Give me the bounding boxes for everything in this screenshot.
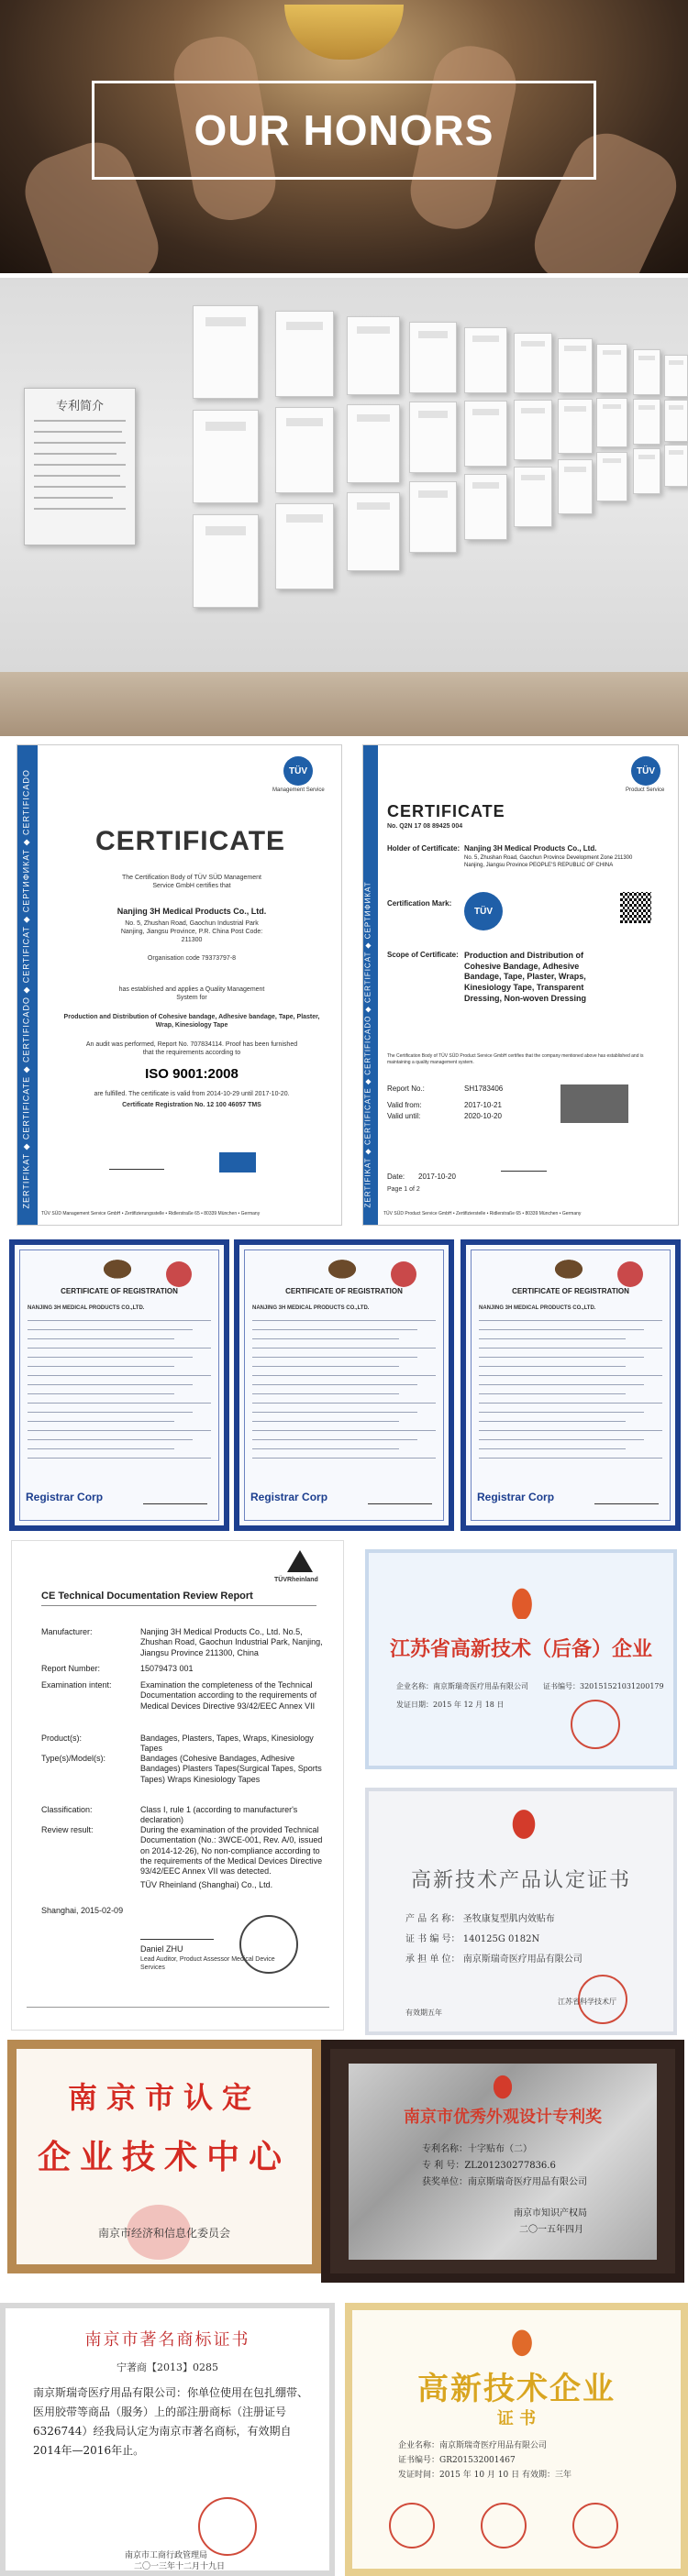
wall-plaque — [464, 401, 507, 467]
company-line: 承 担 单 位： 南京斯瑞奇医疗用品有限公司 — [405, 1954, 583, 1965]
date-label: Date: — [387, 1172, 405, 1181]
wall-plaque — [193, 305, 259, 399]
certificate-side-strip: ZERTIFIKAT ◆ CERTIFICATE ◆ CERTIFICADO ◆ CERTIFICAT ◆ СЕРТИФИКАТ ◆ CERTIFICADO — [17, 745, 38, 1226]
valid-until-label: Valid until: — [387, 1112, 421, 1120]
wall-plaque — [633, 399, 660, 445]
signature — [143, 1485, 207, 1504]
issue-date-line: 发证时间：2015 年 10 月 10 日 有效期：三年 — [398, 2471, 571, 2480]
report-date: Shanghai, 2015-02-09 — [41, 1906, 124, 1915]
valid-until: 2020-10-20 — [464, 1112, 502, 1120]
issuer: 南京市经济和信息化委员会 — [97, 2227, 230, 2240]
official-seal — [481, 2503, 527, 2548]
emblem-icon — [508, 1582, 536, 1619]
validity-statement: are fulfilled. The certificate is valid from 2014-10-29 until 2017-10-20. — [94, 1091, 290, 1097]
certificate-intro: The Certification Body of TÜV SÜD Management Service GmbH certifies that — [122, 875, 261, 890]
wall-plaque — [633, 448, 660, 494]
report-row-label: Manufacturer: — [41, 1627, 93, 1636]
signature — [140, 1917, 214, 1940]
report-row-value: Bandages, Plasters, Tapes, Wraps, Kinesiology Tapes — [140, 1734, 314, 1754]
report-footer — [27, 2007, 329, 2022]
signature — [109, 1156, 164, 1170]
wall-plaque — [514, 400, 552, 460]
company-stamp — [239, 1915, 298, 1974]
holder-label: Holder of Certificate: — [387, 844, 461, 853]
report-row-label: Product(s): — [41, 1734, 83, 1743]
wall-plaque — [596, 344, 627, 393]
iso-standard: ISO 9001:2008 — [145, 1066, 239, 1082]
page-title: OUR HONORS — [194, 106, 494, 154]
company-line: 企业名称：南京斯瑞奇医疗用品有限公司 — [396, 1682, 528, 1690]
wall-plaque — [514, 467, 552, 527]
report-row-label: Type(s)/Model(s): — [41, 1754, 106, 1763]
certificate-number-line: 证书编号：GR201532001467 — [398, 2456, 516, 2465]
emblem-icon — [508, 2325, 536, 2358]
hero-banner — [0, 0, 688, 273]
eagle-emblem-icon — [315, 1250, 370, 1282]
official-seal — [198, 2497, 257, 2556]
report-row-value: Nanjing 3H Medical Products Co., Ltd. No.5, Zhushan Road, Gaochun Industrial Park, Nanjing, Jiangsu Province 211300, China — [140, 1627, 323, 1657]
certificate-number: 证书编号：320151521031200179 — [543, 1682, 664, 1690]
tuv-logo-icon: TÜV — [283, 756, 313, 786]
wall-plaque — [347, 404, 400, 483]
company-name: NANJING 3H MEDICAL PRODUCTS CO.,LTD. — [28, 1305, 145, 1311]
company-name: Nanjing 3H Medical Products Co., Ltd. — [117, 907, 267, 916]
plaque-line-1: 南京市认定 — [67, 2080, 261, 2115]
issuer: 南京市知识产权局 — [514, 2208, 587, 2218]
wall-plaque — [193, 410, 259, 503]
eagle-emblem-icon — [90, 1250, 145, 1282]
report-row-value: Bandages (Cohesive Bandages, Adhesive Bandages) Plasters Tapes(Surgical Tapes, Sports Tapes) Wraps Kinesiology Tapes — [140, 1754, 322, 1784]
wall-plaque — [664, 400, 688, 442]
certificate-title: CERTIFICATE — [94, 826, 286, 856]
report-brand: TÜVRheinland — [274, 1577, 318, 1583]
floor — [0, 672, 688, 736]
award-date: 二〇一五年四月 — [519, 2225, 583, 2235]
registrar-certificate — [234, 1239, 454, 1531]
certificate-number-line: 证 书 编 号： 140125G 0182N — [405, 1934, 540, 1944]
certificate-title: 高新技术产品认定证书 — [410, 1869, 631, 1892]
metal-plate — [349, 2064, 657, 2260]
certificate-footer: TÜV SÜD Product Service GmbH • Zertifizierstelle • Ridlerstraße 65 • 80339 München • Germany — [383, 1211, 582, 1216]
trophy-icon — [284, 5, 404, 60]
wall-plaque — [409, 481, 457, 553]
page-indicator: Page 1 of 2 — [387, 1186, 420, 1193]
official-seal — [617, 1261, 643, 1287]
company-name: NANJING 3H MEDICAL PRODUCTS CO.,LTD. — [252, 1305, 370, 1311]
award-title: 南京市优秀外观设计专利奖 — [404, 2108, 602, 2127]
certificate-scope: Production and Distribution of Cohesive bandage, Adhesive bandage, Tape, Plaster, Wrap, Kinesiology Tape — [63, 1014, 320, 1029]
tuv-logo-icon: TÜV — [631, 756, 660, 786]
mark-caption: Management Service — [272, 787, 325, 793]
wall-plaque — [664, 445, 688, 487]
tuv-rheinland-logo-icon — [287, 1550, 313, 1572]
registrar-logo: Registrar Corp — [250, 1491, 328, 1503]
qr-code-icon — [620, 892, 651, 923]
valid-from-label: Valid from: — [387, 1101, 422, 1109]
wall-plaque — [596, 398, 627, 447]
emblem-icon — [508, 1804, 539, 1841]
issue-date: 二〇一三年十二月十九日 — [134, 2562, 226, 2571]
company-address: No. 5, Zhushan Road, Gaochun Industrial Park Nanjing, Jiangsu Province, P.R. China Post Code: 211300 — [120, 920, 263, 944]
notice-title: 专利简介 — [55, 399, 104, 413]
patent-name-line: 专利名称：十字贴布（二） — [422, 2144, 532, 2154]
wall-plaque — [558, 338, 593, 393]
report-title: CE Technical Documentation Review Report — [41, 1591, 253, 1602]
report-row-value: Examination the completeness of the Technical Documentation according to the requirements of Medical Devices Directive 93/42/EEC Annex VII — [140, 1680, 317, 1711]
wall-plaque — [347, 316, 400, 395]
plaque-line-2: 企业技术中心 — [37, 2138, 291, 2176]
wall-plaque — [275, 311, 334, 397]
wall-plaque — [664, 355, 688, 397]
emblem-icon — [490, 2071, 516, 2100]
report-row-value: During the examination of the provided Technical Documentation (No.: 3WCE-001, Rev. A/0, issued on 2014-12-26), No non-compliance according to the requirements of the Medical Devices Directive 93/42/EEC Annex VII was detected. — [140, 1825, 323, 1876]
certificate-title: 高新技术企业 — [417, 2371, 616, 2407]
official-seal — [571, 1700, 620, 1749]
mark-caption: Product Service — [626, 787, 665, 793]
report-row-value: Class I, rule 1 (according to manufacturer's declaration) — [140, 1805, 298, 1825]
certificate-scope: Production and Distribution of Cohesive Bandage, Adhesive Bandage, Tape, Plaster, Wraps, Kinesiology Tape, Transparent Dressing, Non-woven Dressing — [464, 951, 587, 1003]
certificate-title: 南京市著名商标证书 — [84, 2330, 250, 2350]
official-seal — [166, 1261, 192, 1287]
issuer: 江苏省科学技术厅 — [558, 1998, 616, 2006]
report-row-label: Examination intent: — [41, 1680, 112, 1690]
wall-plaque — [633, 349, 660, 395]
certificate-title: CERTIFICATE OF REGISTRATION — [285, 1287, 403, 1295]
certificate-title: CERTIFICATE — [387, 802, 505, 820]
wall-plaque — [464, 327, 507, 393]
certificate-title: CERTIFICATE OF REGISTRATION — [61, 1287, 178, 1295]
hero-title-frame — [92, 81, 596, 180]
report-row-value: 15079473 001 — [140, 1664, 194, 1673]
validity-note: 有效期五年 — [405, 2009, 442, 2017]
registrar-certificate — [9, 1239, 229, 1531]
iso9001-certificate — [17, 744, 342, 1226]
report-row-label: Classification: — [41, 1805, 93, 1814]
certificate-date: 2017-10-20 — [418, 1172, 456, 1181]
patent-number-line: 专 利 号：ZL201230277836.6 — [422, 2161, 556, 2171]
wall-plaque — [596, 452, 627, 501]
product-service-certificate: ZERTIFIKAT ◆ CERTIFICATE ◆ CERTIFICADO ◆ CERTIFICAT ◆ СЕРТИФИКАТ TÜV Product Service CERTIFICATE No. Q2N 17 08 89425 004 Holder of Certificate: Nanjing 3H Medical Products Co., Ltd. No. 5, Zhushan Road, Gaochun Province Development Zone 211300 Nanjing, Jiangsu Province PEOPLE'S REPUBLIC OF CHINA Certification Mark: TÜV Scope of Certificate: Production and Distribution of Cohesive Bandage, Adhesive Bandage, Tape, Plaster, Wraps, Kinesiology Tape, Transparent Dressing, Non-woven Dressing The Certification Body of TÜV SÜD Product Service GmbH certifies that the company mentioned above has established and is maintaining a quality management system. Report No.: SH1783406 Valid from: 2017-10-21 Valid until: 2020-10-20 Date: 2017-10-20 Page 1 of 2 TÜV SÜD Product Service GmbH • Zertifizierstelle • Ridlerstraße 65 • 80339 München • Germany — [362, 744, 679, 1226]
company-line: 企业名称：南京斯瑞奇医疗用品有限公司 — [398, 2441, 548, 2450]
certificate-title: 江苏省高新技术（后备）企业 — [389, 1637, 652, 1661]
wall-plaque — [464, 474, 507, 540]
signature — [368, 1485, 432, 1504]
valid-from: 2017-10-21 — [464, 1101, 502, 1109]
wall-plaque — [275, 407, 334, 493]
official-seal — [578, 1975, 627, 2024]
certification-mark-icon: TÜV — [464, 892, 503, 930]
registrar-logo: Registrar Corp — [26, 1491, 104, 1503]
signature — [594, 1485, 659, 1504]
certificate-wall-photo — [0, 278, 688, 736]
report-row-label: Report Number: — [41, 1664, 101, 1673]
wall-plaque — [275, 503, 334, 589]
official-seal — [391, 1261, 416, 1287]
winner-line: 获奖单位：南京斯瑞奇医疗用品有限公司 — [422, 2177, 587, 2187]
famous-trademark-certificate — [0, 2303, 335, 2576]
dakks-logo-icon — [219, 1152, 256, 1172]
signature — [501, 1158, 547, 1172]
system-statement: has established and applies a Quality Management System for — [118, 986, 265, 1002]
registrar-logo: Registrar Corp — [477, 1491, 555, 1503]
official-seal — [572, 2503, 618, 2548]
issuer: 南京市工商行政管理局 — [125, 2551, 208, 2560]
wall-plaque — [558, 459, 593, 514]
organisation-code: Organisation code 79373797-8 — [147, 955, 237, 962]
report-issuer: TÜV Rheinland (Shanghai) Co., Ltd. — [140, 1880, 273, 1889]
design-patent-award-plaque — [321, 2040, 684, 2283]
wall-plaque — [193, 514, 259, 608]
audit-statement: An audit was performed, Report No. 707834114. Proof has been furnished that the requirements according to — [85, 1041, 298, 1057]
certificate-number: No. Q2N 17 08 89425 004 — [387, 823, 463, 830]
nanjing-tech-center-plaque — [7, 2040, 321, 2273]
wall-plaque — [409, 322, 457, 393]
wall-plaque — [347, 492, 400, 571]
signer-role: Lead Auditor, Product Assessor Medical Device Services — [140, 1956, 275, 1972]
scope-label: Scope of Certificate: — [387, 951, 459, 959]
hightech-enterprise-certificate — [345, 2303, 688, 2576]
wall-plaque — [558, 399, 593, 454]
report-number: SH1783406 — [464, 1084, 504, 1093]
certificate-title: CERTIFICATE OF REGISTRATION — [512, 1287, 629, 1295]
mark-label: Certification Mark: — [387, 899, 452, 908]
report-row-label: Review result: — [41, 1825, 94, 1834]
jiangsu-hightech-certificate — [365, 1549, 677, 1769]
company-name: NANJING 3H MEDICAL PRODUCTS CO.,LTD. — [479, 1305, 596, 1311]
holder-address: No. 5, Zhushan Road, Gaochun Province Development Zone 211300 Nanjing, Jiangsu Province PEOPLE'S REPUBLIC OF CHINA — [464, 855, 633, 868]
hightech-product-certificate — [365, 1788, 677, 2035]
certificate-side-strip: ZERTIFIKAT ◆ CERTIFICATE ◆ CERTIFICADO ◆ CERTIFICAT ◆ СЕРТИФИКАТ — [363, 745, 378, 1226]
product-name-line: 产 品 名 称： 圣牧康复型肌内效贴布 — [405, 1914, 555, 1924]
signer-name: Daniel ZHU — [140, 1944, 183, 1954]
eagle-emblem-icon — [541, 1250, 596, 1282]
patent-notice-board — [24, 388, 136, 545]
wall-plaque — [409, 402, 457, 473]
official-seal — [389, 2503, 435, 2548]
certificate-body: 南京斯瑞奇医疗用品有限公司：你单位使用在包扎绷带、医用胶带等商品（服务）上的部注册商标（注册证号6326744）经我局认定为南京市著名商标，有效期自2014年—2016年止。 — [33, 2386, 309, 2457]
registrar-certificate — [461, 1239, 681, 1531]
holder-name: Nanjing 3H Medical Products Co., Ltd. — [464, 844, 597, 853]
report-label: Report No.: — [387, 1084, 425, 1093]
certificate-subtitle: 证 书 — [496, 2409, 537, 2428]
wall-plaque — [514, 333, 552, 393]
certificate-footer: TÜV SÜD Management Service GmbH • Zertifizierungsstelle • Ridlerstraße 65 • 80339 München • Germany — [41, 1211, 261, 1216]
registration-number: Certificate Registration No. 12 100 46057 TMS — [122, 1102, 261, 1108]
hologram-icon — [560, 1084, 628, 1123]
ce-review-report — [11, 1540, 344, 2031]
issue-date: 发证日期：2015 年 12 月 18 日 — [396, 1701, 505, 1709]
certificate-number: 宁著商【2013】0285 — [117, 2361, 218, 2373]
